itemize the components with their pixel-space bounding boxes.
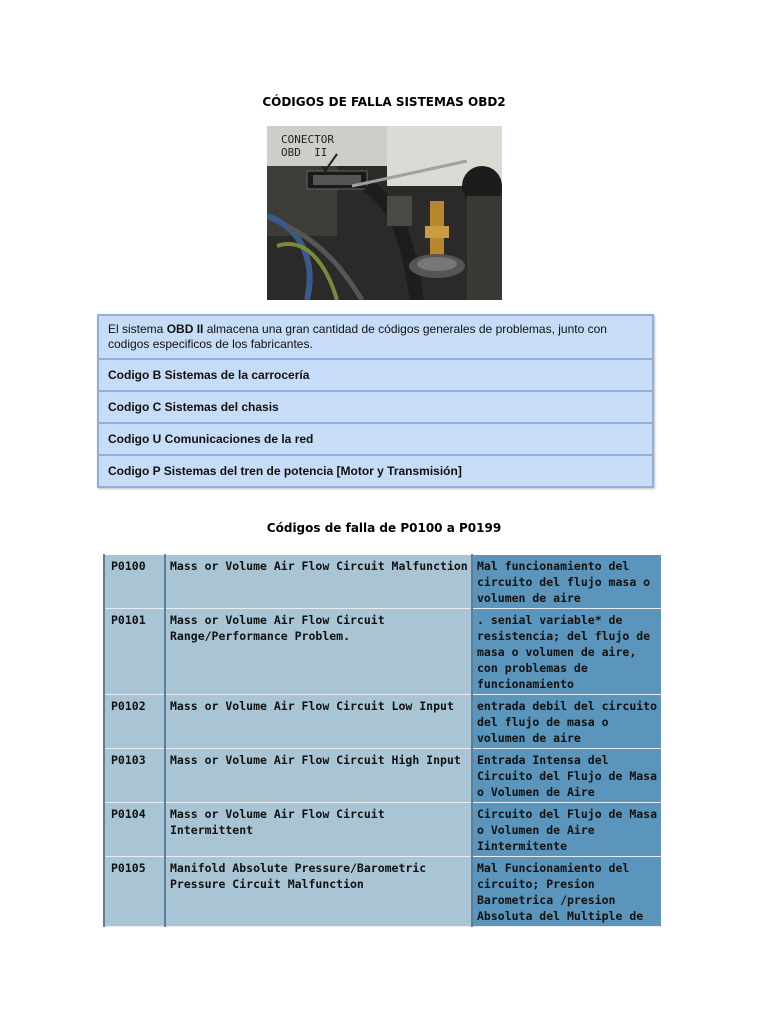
code-type-row: Codigo B Sistemas de la carrocería (98, 359, 653, 391)
table-row (104, 749, 662, 803)
table-row (104, 609, 662, 695)
english-description: Mass or Volume Air Flow Circuit Intermittent (165, 803, 472, 857)
spanish-description: Entrada Intensa del Circuito del Flujo de Masa o Volumen de Aire (472, 749, 662, 803)
spanish-description: entrada debil del circuito del flujo de masa o volumen de aire (472, 695, 662, 749)
code-cell: P0100 (104, 555, 165, 609)
spanish-description: Mal funcionamiento del circuito del flujo masa o volumen de aire (472, 555, 662, 609)
code-cell: P0103 (104, 749, 165, 803)
english-description: Mass or Volume Air Flow Circuit High Input (165, 749, 472, 803)
connector-label-line1: CONECTOR (281, 133, 334, 146)
code-cell: P0104 (104, 803, 165, 857)
code-type-row: Codigo C Sistemas del chasis (98, 391, 653, 423)
table-row (104, 803, 662, 857)
code-cell: P0105 (104, 857, 165, 927)
spanish-description: Circuito del Flujo de Masa o Volumen de Aire Iintermitente (472, 803, 662, 857)
english-description: Mass or Volume Air Flow Circuit Low Input (165, 695, 472, 749)
english-description: Mass or Volume Air Flow Circuit Malfunction (165, 555, 472, 609)
intro-suffix: almacena una gran cantidad de códigos generales de problemas, junto con codigos especificos de los fabricantes. (108, 322, 607, 351)
table-row (104, 857, 662, 927)
intro-prefix: El sistema (108, 322, 167, 336)
intro-bold: OBD II (166, 322, 204, 336)
code-type-row: Codigo P Sistemas del tren de potencia [Motor y Transmisión] (98, 455, 653, 487)
spanish-description: . senial variable* de resistencia; del flujo de masa o volumen de aire, con problemas de funcionamiento (472, 609, 662, 695)
section-title: Códigos de falla de P0100 a P0199 (266, 521, 502, 535)
page-title: CÓDIGOS DE FALLA SISTEMAS OBD2 (262, 95, 506, 109)
english-description: Mass or Volume Air Flow Circuit Range/Performance Problem. (165, 609, 472, 695)
table-row (104, 695, 662, 749)
spanish-description: Mal Funcionamiento del circuito; Presion Barometrica /presion Absoluta del Multiple de (472, 857, 662, 927)
table-row (104, 555, 662, 609)
english-description: Manifold Absolute Pressure/Barometric Pressure Circuit Malfunction (165, 857, 472, 927)
code-cell: P0101 (104, 609, 165, 695)
obd-info-table (97, 314, 654, 488)
connector-label (281, 133, 334, 159)
obd-connector-photo (267, 126, 502, 300)
code-type-row: Codigo U Comunicaciones de la red (98, 423, 653, 455)
obd-intro (98, 315, 653, 359)
fault-codes-table (103, 554, 662, 927)
connector-label-line2: OBD II (281, 146, 328, 159)
code-cell: P0102 (104, 695, 165, 749)
